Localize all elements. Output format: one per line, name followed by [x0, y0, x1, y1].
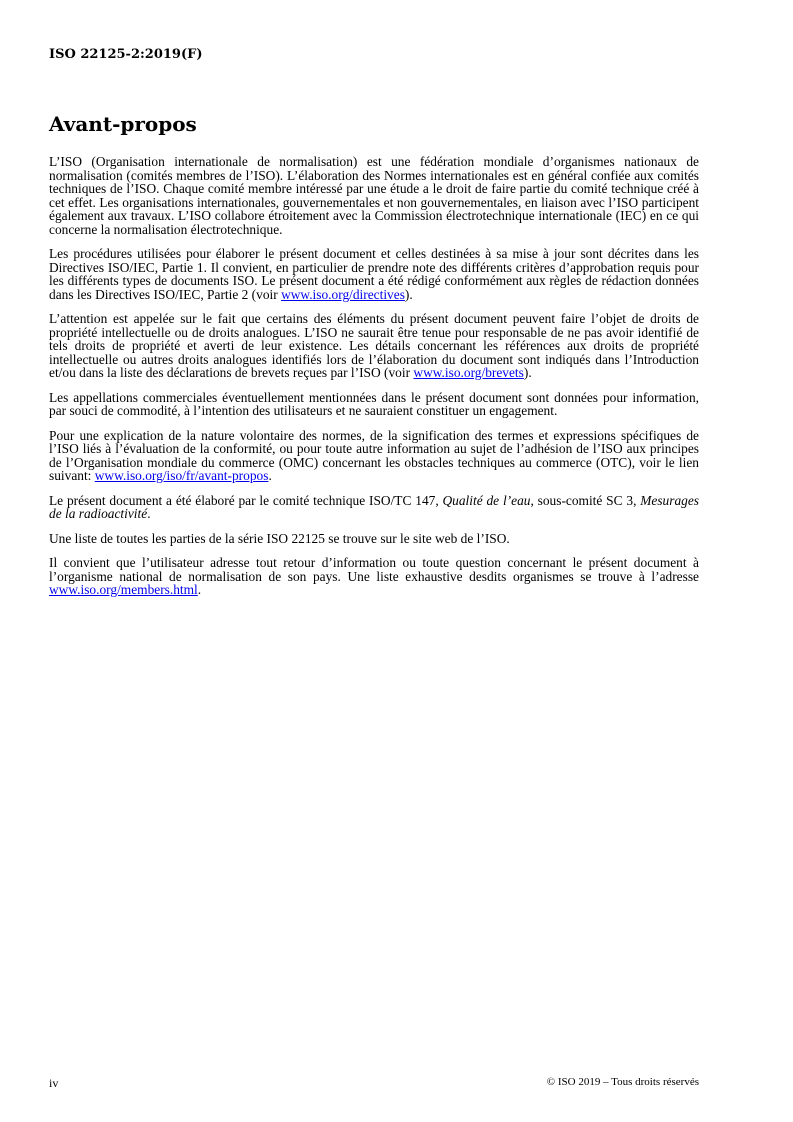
paragraph-6: [49, 494, 699, 521]
paragraph-6-mid: , sous-comité SC 3,: [530, 492, 641, 508]
paragraph-6-text: Le présent document a été élaboré par le comité technique ISO/TC 147,: [49, 492, 443, 508]
paragraph-3-text: L’attention est appelée sur le fait que certains des éléments du présent document peuvent faire l’objet de droits de propriété intellectuelle ou de droits analogues. L’ISO ne saurait être tenue pour responsable de ne pas avoir identifié de tels droits de propriété et averti de leur existence. Les détails concernant les références aux droits de propriété intellectuelle ou autres droits analogues identifiés lors de l’élaboration du document sont indiqués dans l’Introduction et/ou dans la liste des déclarations de brevets reçues par l’ISO (voir: [49, 311, 699, 380]
copyright-notice: © ISO 2019 – Tous droits réservés: [546, 1076, 699, 1088]
paragraph-2: [49, 247, 699, 301]
page-number: iv: [49, 1076, 59, 1090]
paragraph-3-end: ).: [523, 365, 532, 380]
committee-title: Qualité de l’eau: [442, 492, 531, 508]
paragraph-5-text: Pour une explication de la nature volontaire des normes, de la signification des termes et expressions spécifiques de l’ISO liés à l’évaluation de la conformité, ou pour toute autre information au sujet de l’adhésion de l’ISO aux principes de l’Organisation mondiale du commerce (OMC) concernant les obstacles techniques au commerce (OTC), voir le lien suivant:: [49, 427, 699, 483]
foreword-body: [49, 155, 699, 608]
paragraph-2-end: ).: [404, 286, 413, 302]
paragraph-8-text: Il convient que l’utilisateur adresse tout retour d’information ou toute question concernant le présent document à l’organisme national de normalisation de son pays. Une liste exhaustive desdits organismes se trouve à l’adresse: [49, 555, 699, 584]
paragraph-5: [49, 429, 699, 483]
paragraph-7: Une liste de toutes les parties de la série ISO 22125 se trouve sur le site web de l’ISO.: [49, 530, 510, 546]
members-link[interactable]: www.iso.org/members.html: [49, 582, 198, 597]
paragraph-1: L’ISO (Organisation internationale de normalisation) est une fédération mondiale d’organismes nationaux de normalisation (comités membres de l’ISO). L’élaboration des Normes internationales est en général confiée aux comités techniques de l’ISO. Chaque comité membre intéressé par une étude a le droit de faire partie du comité technique créé à cet effet. Les organisations internationales, gouvernementales et non gouvernementales, en liaison avec l’ISO participent également aux travaux. L’ISO collabore étroitement avec la Commission électrotechnique internationale (IEC) en ce qui concerne la normalisation électrotechnique.: [49, 154, 699, 237]
avant-propos-link[interactable]: www.iso.org/iso/fr/avant-propos: [94, 468, 269, 483]
document-identifier: ISO 22125-2:2019(F): [49, 47, 203, 62]
paragraph-3: [49, 312, 699, 380]
subcommittee-title: Mesurages de la radioactivité: [49, 492, 700, 521]
paragraph-4: Les appellations commerciales éventuellement mentionnées dans le présent document sont données pour information, par souci de commodité, à l’intention des utilisateurs et ne sauraient constituer un engagement.: [49, 389, 699, 418]
section-title: Avant-propos: [49, 112, 197, 136]
paragraph-8: [49, 556, 699, 597]
directives-link[interactable]: www.iso.org/directives: [281, 286, 405, 302]
paragraph-5-end: .: [268, 468, 272, 483]
paragraph-6-end: .: [147, 506, 151, 521]
brevets-link[interactable]: www.iso.org/brevets: [413, 365, 524, 380]
paragraph-8-end: .: [197, 582, 202, 597]
paragraph-2-text: Les procédures utilisées pour élaborer le présent document et celles destinées à sa mise à jour sont décrites dans les Directives ISO/IEC, Partie 1. Il convient, en particulier de prendre note des différents critères d’approbation requis pour les différents types de documents ISO. Le présent document a été rédigé conformément aux règles de rédaction données dans les Directives ISO/IEC, Partie 2 (voir: [49, 246, 699, 302]
